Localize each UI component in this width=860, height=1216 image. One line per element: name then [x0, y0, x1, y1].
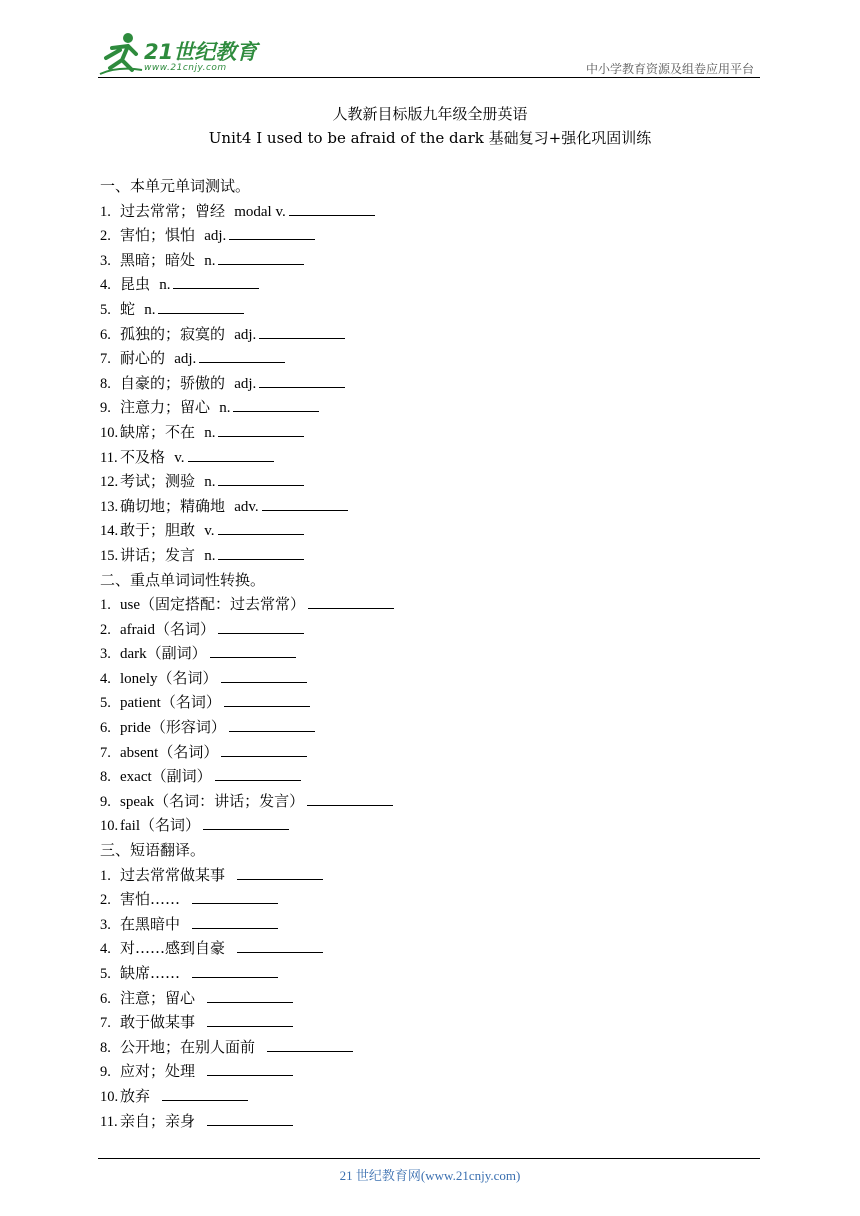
- item-english: v.: [174, 449, 185, 466]
- item-english: adj.: [234, 326, 257, 343]
- item-number: 5.: [100, 301, 111, 318]
- item-chinese: 对……感到自豪: [120, 939, 226, 958]
- item-chinese: 耐心的: [120, 349, 166, 368]
- answer-blank[interactable]: [289, 201, 375, 216]
- header-platform-text: 中小学教育资源及组卷应用平台: [585, 62, 754, 76]
- item-chinese: （名词）: [140, 816, 201, 835]
- item-number: 2.: [100, 621, 111, 638]
- question-item: [100, 494, 760, 519]
- item-number: 2.: [100, 892, 111, 909]
- answer-blank[interactable]: [192, 914, 278, 929]
- answer-blank[interactable]: [307, 791, 393, 806]
- answer-blank[interactable]: [237, 938, 323, 953]
- item-number: 5.: [100, 695, 111, 712]
- item-chinese: 注意力；留心: [120, 398, 211, 417]
- section-heading: 三、短语翻译。: [100, 841, 206, 860]
- answer-blank[interactable]: [229, 717, 315, 732]
- question-item: [100, 617, 760, 642]
- item-english: v.: [204, 523, 215, 540]
- section-heading: 一、本单元单词测试。: [100, 177, 251, 195]
- answer-blank[interactable]: [192, 889, 278, 904]
- footer-link[interactable]: 21 世纪教育网(www.21cnjy.com): [339, 1168, 521, 1183]
- item-number: 15.: [100, 547, 119, 564]
- question-item: [100, 248, 760, 273]
- answer-blank[interactable]: [162, 1086, 248, 1101]
- question-item: [100, 371, 760, 396]
- item-english: adj.: [234, 375, 257, 392]
- answer-blank[interactable]: [237, 865, 323, 880]
- question-item: [100, 592, 760, 617]
- item-number: 9.: [100, 793, 111, 810]
- item-number: 7.: [100, 351, 111, 368]
- section-heading: 二、重点单词词性转换。: [100, 570, 266, 589]
- item-chinese: （名词）: [154, 619, 215, 638]
- item-chinese: （固定搭配：过去常常）: [140, 595, 306, 614]
- question-item: [100, 272, 760, 297]
- answer-blank[interactable]: [158, 299, 244, 314]
- answer-blank[interactable]: [218, 545, 304, 560]
- question-item: [100, 912, 760, 937]
- item-chinese: 黑暗；暗处: [120, 250, 196, 269]
- item-number: 1.: [100, 203, 111, 220]
- item-number: 8.: [100, 1039, 111, 1056]
- answer-blank[interactable]: [203, 815, 289, 830]
- item-english: n.: [219, 400, 231, 417]
- item-chinese: 注意；留心: [120, 988, 196, 1007]
- question-item: [100, 740, 760, 765]
- question-item: [100, 297, 760, 322]
- item-number: 1.: [100, 597, 111, 614]
- answer-blank[interactable]: [259, 373, 345, 388]
- item-english: n.: [159, 277, 171, 294]
- answer-blank[interactable]: [308, 594, 394, 609]
- item-number: 3.: [100, 916, 111, 933]
- item-english: pride: [120, 720, 151, 737]
- item-chinese: （形容词）: [150, 718, 226, 737]
- item-number: 6.: [100, 326, 111, 343]
- doc-title: 人教新目标版九年级全册英语: [332, 105, 528, 123]
- item-number: 3.: [100, 646, 111, 663]
- item-chinese: 讲话；发言: [120, 545, 196, 564]
- item-number: 9.: [100, 1064, 111, 1081]
- item-chinese: （副词）: [151, 767, 212, 786]
- question-item: [100, 395, 760, 420]
- doc-subtitle: Unit4 I used to be afraid of the dark 基础复习+强化巩固训练: [208, 129, 652, 147]
- item-english: n.: [144, 301, 156, 318]
- item-chinese: （副词）: [146, 644, 207, 663]
- answer-blank[interactable]: [218, 619, 304, 634]
- answer-blank[interactable]: [233, 397, 319, 412]
- question-item: [100, 936, 760, 961]
- question-item: [100, 445, 760, 470]
- answer-blank[interactable]: [221, 668, 307, 683]
- item-number: 4.: [100, 277, 111, 294]
- header-divider: [98, 77, 760, 78]
- question-item: [100, 469, 760, 494]
- question-item: [100, 789, 760, 814]
- question-item: [100, 1109, 760, 1134]
- item-english: adj.: [204, 228, 227, 245]
- question-item: [100, 715, 760, 740]
- item-english: n.: [204, 474, 216, 491]
- answer-blank[interactable]: [173, 274, 259, 289]
- item-chinese: 公开地；在别人面前: [120, 1037, 256, 1056]
- item-number: 6.: [100, 990, 111, 1007]
- item-chinese: 放弃: [120, 1086, 151, 1105]
- item-chinese: 过去常常做某事: [120, 865, 226, 884]
- item-number: 8.: [100, 769, 111, 786]
- item-chinese: （名词：讲话；发言）: [154, 791, 305, 810]
- logo-url: www.21cnjy.com: [144, 63, 227, 73]
- question-item: [100, 961, 760, 986]
- item-number: 7.: [100, 744, 111, 761]
- item-chinese: 蛇: [120, 299, 136, 318]
- item-chinese: 敢于做某事: [120, 1013, 196, 1032]
- question-item: [100, 986, 760, 1011]
- item-chinese: 害怕……: [120, 890, 181, 909]
- question-item: [100, 641, 760, 666]
- item-chinese: 敢于；胆敢: [120, 521, 196, 540]
- logo: [98, 30, 268, 78]
- item-number: 1.: [100, 867, 111, 884]
- question-item: [100, 223, 760, 248]
- answer-blank[interactable]: [207, 988, 293, 1003]
- item-number: 10.: [100, 818, 119, 835]
- item-number: 12.: [100, 474, 119, 491]
- item-english: speak: [120, 793, 155, 810]
- question-item: [100, 346, 760, 371]
- item-english: lonely: [120, 670, 158, 687]
- item-chinese: 害怕；惧怕: [120, 226, 196, 245]
- answer-blank[interactable]: [224, 692, 310, 707]
- item-number: 5.: [100, 966, 111, 982]
- answer-blank[interactable]: [262, 496, 348, 511]
- item-english: use: [120, 597, 140, 614]
- answer-blank[interactable]: [267, 1037, 353, 1052]
- item-chinese: 孤独的；寂寞的: [120, 324, 226, 343]
- item-chinese: 缺席；不在: [120, 422, 196, 441]
- item-chinese: 应对；处理: [120, 1062, 196, 1081]
- item-chinese: 不及格: [120, 447, 166, 466]
- item-english: modal v.: [234, 203, 286, 220]
- answer-blank[interactable]: [218, 250, 304, 265]
- item-chinese: 确切地；精确地: [120, 496, 226, 515]
- item-english: patient: [120, 695, 161, 712]
- answer-blank[interactable]: [207, 1012, 293, 1027]
- question-item: [100, 863, 760, 888]
- item-chinese: 考试；测验: [120, 472, 196, 491]
- item-number: 11.: [100, 1113, 118, 1130]
- item-number: 4.: [100, 941, 111, 958]
- question-item: [100, 1059, 760, 1084]
- item-number: 9.: [100, 400, 111, 417]
- item-chinese: 在黑暗中: [120, 914, 181, 933]
- item-number: 11.: [100, 449, 118, 466]
- answer-blank[interactable]: [218, 471, 304, 486]
- item-chinese: 昆虫: [120, 275, 151, 294]
- worksheet-body: [100, 174, 760, 1133]
- item-english: n.: [204, 424, 216, 441]
- item-number: 10.: [100, 424, 119, 441]
- answer-blank[interactable]: [207, 1061, 293, 1076]
- item-english: fail: [120, 818, 140, 835]
- item-english: n.: [204, 252, 216, 269]
- question-item: [100, 887, 760, 912]
- question-item: [100, 1035, 760, 1060]
- item-number: 10.: [100, 1088, 119, 1105]
- footer-divider: [98, 1158, 760, 1159]
- item-number: 14.: [100, 523, 119, 540]
- question-item: [100, 666, 760, 691]
- item-chinese: 自豪的；骄傲的: [120, 373, 226, 392]
- item-number: 13.: [100, 498, 119, 515]
- question-item: [100, 1010, 760, 1035]
- answer-blank[interactable]: [192, 963, 278, 978]
- runner-logo-icon: [98, 30, 144, 78]
- answer-blank[interactable]: [210, 643, 296, 658]
- question-item: [100, 420, 760, 445]
- answer-blank[interactable]: [218, 422, 304, 437]
- item-number: 4.: [100, 670, 111, 687]
- answer-blank[interactable]: [199, 348, 285, 363]
- answer-blank[interactable]: [221, 742, 307, 757]
- page-header: [98, 30, 760, 78]
- item-english: afraid: [120, 621, 155, 638]
- item-chinese: 缺席……: [120, 964, 181, 982]
- question-item: [100, 690, 760, 715]
- item-chinese: 过去常常；曾经: [120, 201, 226, 220]
- item-english: adv.: [234, 498, 259, 515]
- item-number: 2.: [100, 228, 111, 245]
- answer-blank[interactable]: [188, 447, 274, 462]
- question-item: [100, 764, 760, 789]
- item-number: 8.: [100, 375, 111, 392]
- item-english: exact: [120, 769, 152, 786]
- question-item: [100, 322, 760, 347]
- item-number: 3.: [100, 252, 111, 269]
- answer-blank[interactable]: [259, 324, 345, 339]
- answer-blank[interactable]: [218, 520, 304, 535]
- question-item: [100, 199, 760, 224]
- item-english: absent: [120, 744, 159, 761]
- item-english: dark: [120, 646, 147, 663]
- answer-blank[interactable]: [215, 766, 301, 781]
- item-number: 7.: [100, 1015, 111, 1032]
- question-item: [100, 1084, 760, 1109]
- item-number: 6.: [100, 720, 111, 737]
- question-item: [100, 518, 760, 543]
- item-chinese: （名词）: [160, 693, 221, 712]
- item-english: adj.: [174, 351, 197, 368]
- item-chinese: （名词）: [158, 742, 219, 761]
- question-item: [100, 543, 760, 568]
- answer-blank[interactable]: [229, 225, 315, 240]
- item-english: n.: [204, 547, 216, 564]
- item-chinese: 亲自；亲身: [120, 1111, 196, 1130]
- question-item: [100, 813, 760, 838]
- item-chinese: （名词）: [157, 668, 218, 687]
- answer-blank[interactable]: [207, 1111, 293, 1126]
- logo-text: 21世纪教育: [144, 40, 258, 64]
